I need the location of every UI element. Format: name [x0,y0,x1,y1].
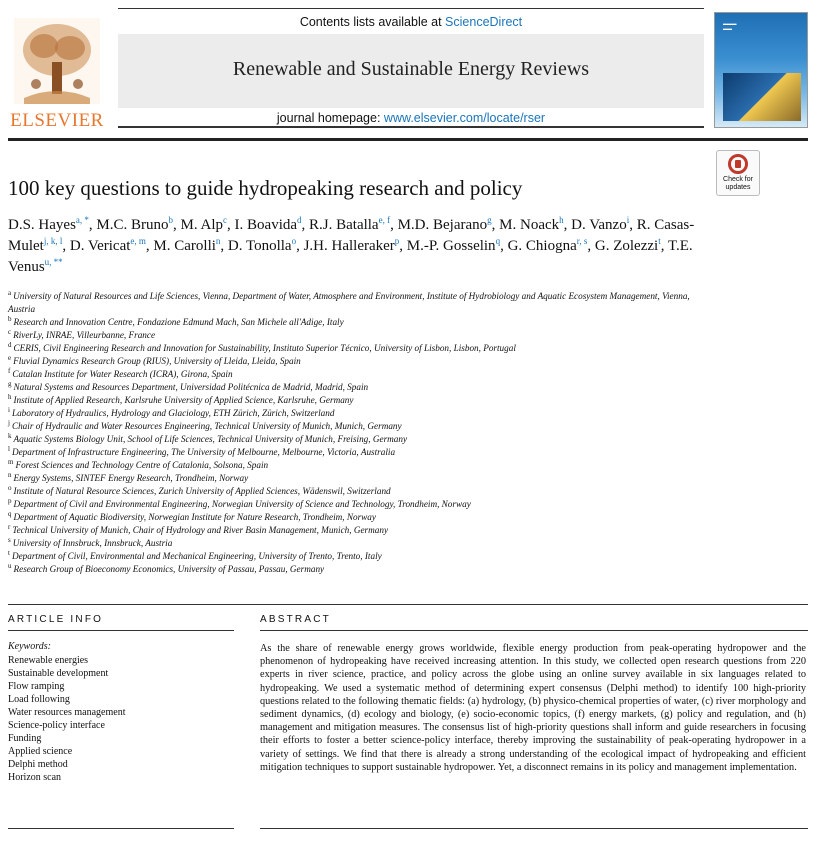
affiliation-text: Department of Aquatic Biodiversity, Norwegian Institute for Nature Research, Trondheim, Norway [13,512,376,522]
affiliation-marker: a [8,288,12,297]
author-name[interactable] [309,217,390,233]
author-name-text: T.E. Venus [8,238,693,275]
affiliation-marker: h [8,392,12,401]
author-name-text: D.S. Hayes [8,217,76,233]
affiliation-item [8,433,698,446]
author-name[interactable] [8,217,89,233]
publisher-name: ELSEVIER [10,110,104,131]
author-name-text: G. Zolezzi [594,238,659,254]
header-divider [8,138,808,141]
journal-cover-thumbnail[interactable] [714,12,808,128]
affiliation-text: Catalan Institute for Water Research (ICRA), Girona, Spain [12,369,233,379]
author-name-text: R.J. Batalla [309,217,379,233]
affiliation-item [8,446,698,459]
author-affiliation-marker[interactable]: o [291,236,297,246]
author-affiliation-marker[interactable]: e, f [378,215,391,225]
affiliation-marker: u [8,561,12,570]
affiliation-item [8,563,698,576]
journal-title[interactable]: Renewable and Sustainable Energy Reviews [232,58,590,80]
author-name[interactable] [398,217,492,233]
affiliation-item [8,329,698,342]
affiliation-text: CERIS, Civil Engineering Research and Innovation for Sustainability, Instituto Superior Técnico, University of Lisbon, Lisbon, Portugal [13,343,516,353]
keyword-item: Horizon scan [8,772,62,783]
affiliation-item [8,394,698,407]
author-name[interactable] [595,238,661,254]
author-name[interactable] [235,217,302,233]
author-name[interactable] [499,217,564,233]
affiliation-text: Energy Systems, SINTEF Energy Research, Trondheim, Norway [13,473,249,483]
affiliation-item [8,550,698,563]
article-info-rule [8,630,234,631]
keyword-item: Applied science [8,746,73,757]
affiliation-item [8,498,698,511]
author-name-text: M.D. Bejarano [397,217,488,233]
section-divider [8,604,808,605]
affiliation-text: Department of Infrastructure Engineering, The University of Melbourne, Melbourne, Victoria, Australia [11,447,396,457]
author-name-text: G. Chiogna [507,238,577,254]
article-info-heading: ARTICLE INFO [8,614,104,625]
affiliation-marker: m [8,457,14,466]
affiliation-text: Research Group of Bioeconomy Economics, University of Passau, Passau, Germany [13,564,325,574]
affiliation-marker: n [8,470,12,479]
author-name-text: D. Vericat [69,238,131,254]
affiliation-marker: t [8,548,10,557]
author-affiliation-marker[interactable]: h [559,215,564,225]
affiliation-marker: c [8,327,12,336]
author-affiliation-marker[interactable]: n [215,236,221,246]
affiliation-item [8,459,698,472]
affiliation-marker: g [8,379,12,388]
author-name-text: I. Boavida [234,217,298,233]
affiliation-marker: p [8,496,12,505]
author-name[interactable] [70,238,146,254]
affiliation-marker: b [8,314,12,323]
banner-rule [118,126,704,128]
author-affiliation-marker[interactable]: r, s [576,236,588,246]
abstract-text: As the share of renewable energy grows worldwide, flexible energy production from peak-operating hydropower and the phenomenon of hydropeaking have received increasing attention. In this study, we collected open research questions from 220 experts in river science, practice, and policy across the globe using an online survey available in six languages related to hydropeaking. We used a systematic method of determining expert consensus (Delphi method) to identify 100 high-priority questions related to the following thematic fields: (a) hydrology, (b) physico-chemical properties of water, (c) river morphology and sediment dynamics, (d) ecology and biology, (e) socio-economic topics, (f) energy markets, (g) policy and regulation, and (h) management and mitigation measures. The consensus list of high-priority questions shall inform and guide researchers in focusing their efforts to foster a better science-policy interface, thereby improving the sustainability of peak-operating hydropower in a variety of settings. We find that there is already a strong understanding of the ecological impact of hydropeaking and efficient mitigation techniques to support sustainable hydropower. Yet, a disconnect remains in its policy and management implementation. [260,643,806,773]
abstract-bottom-rule [260,828,808,829]
affiliation-item [8,342,698,355]
affiliation-text: Chair of Hydraulic and Water Resources Engineering, Technical University of Munich, Munich, Germany [11,421,402,431]
check-updates-button[interactable] [716,150,760,196]
affiliation-marker: j [8,418,10,427]
affiliation-item [8,472,698,485]
affiliation-marker: q [8,509,12,518]
affiliation-marker: e [8,353,12,362]
keywords-list [8,654,125,784]
author-name-text: M.C. Bruno [96,217,169,233]
keyword-item: Renewable energies [8,655,89,666]
article-title: 100 key questions to guide hydropeaking research and policy [8,176,523,200]
affiliation-item [8,355,698,368]
keyword-item: Load following [8,694,70,705]
cover-decoration: ▬▬▬ ▬▬ [723,21,737,32]
author-affiliation-marker[interactable]: d [297,215,302,225]
author-name-text: D. Vanzo [571,217,627,233]
affiliation-marker: k [8,431,12,440]
affiliation-text: Aquatic Systems Biology Unit, School of Life Sciences, Technical University of Munich, Freising, Germany [13,434,408,444]
author-list: D.S. Hayes$^{a, *}$, M.C. Bruno$^b$, M. Alp$^c$, I. Boavida$^d$, R.J. Batalla$^{e, f}$, M.D. Bejarano$^g$, M. Noack$^h$, D. Vanzo$^i$, R. Casas-Mulet$^{j, k, l}$, D. Vericat$^{e, m}$, M. Carolli$^n$, D. Tonolla$^o$, J.H. Halleraker$^p$, M.-P. Gosselin$^q$, G. Chiogna$^{r, s}$, G. Zolezzi$^t$, T.E. Venus$^{u, **}$ [8,215,695,275]
affiliation-text: Department of Civil, Environmental and Mechanical Engineering, University of Trento, Trento, Italy [11,551,382,561]
affiliation-item [8,290,698,316]
article-info-bottom-rule [8,828,234,829]
keyword-item: Water resources management [8,707,126,718]
author-name-text: R. Casas-Mulet [8,217,695,254]
affiliation-item [8,511,698,524]
affiliation-text: University of Innsbruck, Innsbruck, Austria [12,538,173,548]
contents-prefix: Contents lists available at [299,15,446,29]
keyword-item: Delphi method [8,759,68,770]
elsevier-logo[interactable] [8,18,106,131]
affiliation-item [8,420,698,433]
keyword-item: Sustainable development [8,668,109,679]
check-updates-icon [728,154,748,174]
author-affiliation-marker[interactable]: u, ** [44,257,63,267]
affiliation-text: Department of Civil and Environmental Engineering, Norwegian University of Science and Technology, Trondheim, Norway [13,499,471,509]
cover-image [723,73,801,121]
author-name[interactable] [407,238,500,254]
affiliation-marker: f [8,366,11,375]
affiliation-marker: o [8,483,12,492]
affiliation-item [8,407,698,420]
author-name-text: M. Alp [180,217,224,233]
check-updates-label: Check for updates [723,176,753,191]
journal-header [8,8,808,131]
homepage-prefix: journal homepage: [276,111,384,125]
author-affiliation-marker[interactable]: b [168,215,174,225]
affiliation-text: University of Natural Resources and Life Sciences, Vienna, Department of Water, Atmosphere and Environment, Institute of Hydrobiology and Aquatic Ecosystem Management, Vienna, Austria [8,291,690,314]
author-name[interactable] [181,217,228,233]
keyword-item: Science-policy interface [8,720,105,731]
affiliation-text: Research and Innovation Centre, Fondazione Edmund Mach, San Michele all'Adige, Italy [13,317,344,327]
abstract-heading: ABSTRACT [260,614,331,625]
author-name-text: M. Carolli [153,238,216,254]
journal-title-box [118,34,704,108]
author-affiliation-marker[interactable]: p [394,236,400,246]
author-affiliation-marker[interactable]: i [626,215,630,225]
affiliation-list [8,290,698,576]
author-name-text: D. Tonolla [227,238,292,254]
affiliation-text: Fluvial Dynamics Research Group (RIUS), University of Lleida, Lleida, Spain [13,356,301,366]
affiliation-text: Institute of Applied Research, Karlsruhe University of Applied Science, Karlsruhe, Germany [13,395,354,405]
homepage-link[interactable]: www.elsevier.com/locate/rser [383,111,546,125]
affiliation-text: RiverLy, INRAE, Villeurbanne, France [13,330,156,340]
affiliation-item [8,368,698,381]
elsevier-tree-icon [14,18,100,104]
homepage-line [118,108,704,125]
affiliation-marker: s [8,535,11,544]
affiliation-marker: d [8,340,12,349]
author-affiliation-marker[interactable]: g [487,215,492,225]
affiliation-text: Institute of Natural Resource Sciences, Zurich University of Applied Sciences, Wädenswil, Switzerland [13,486,391,496]
author-name-text: M. Noack [499,217,560,233]
author-affiliation-marker[interactable]: c [223,215,228,225]
author-affiliation-marker[interactable]: j, k, l [43,236,63,246]
author-name[interactable] [571,217,629,233]
author-affiliation-marker[interactable]: q [495,236,501,246]
affiliation-item [8,316,698,329]
author-name[interactable] [304,238,400,254]
keyword-item: Flow ramping [8,681,65,692]
affiliation-item [8,381,698,394]
author-name-text: M.-P. Gosselin [406,238,496,254]
author-name[interactable] [96,217,173,233]
affiliation-marker: l [8,444,10,453]
author-affiliation-marker[interactable]: e, m [130,236,146,246]
author-name-text: J.H. Halleraker [303,238,395,254]
affiliation-text: Laboratory of Hydraulics, Hydrology and Glaciology, ETH Zürich, Zürich, Switzerland [11,408,335,418]
sciencedirect-link[interactable]: ScienceDirect [445,15,523,29]
author-name[interactable] [228,238,296,254]
author-name[interactable] [153,238,220,254]
affiliation-marker: r [8,522,11,531]
author-name[interactable] [508,238,588,254]
affiliation-text: Natural Systems and Resources Department, Universidad Politécnica de Madrid, Madrid, Spain [13,382,369,392]
abstract-rule [260,630,808,631]
journal-banner [118,8,704,126]
affiliation-item [8,537,698,550]
affiliation-item [8,485,698,498]
affiliation-marker: i [8,405,10,414]
author-affiliation-marker[interactable]: a, * [75,215,89,225]
affiliation-text: Technical University of Munich, Chair of Hydrology and River Basin Management, Munich, Germany [12,525,389,535]
author-affiliation-marker[interactable]: t [658,236,661,246]
contents-line [118,8,704,34]
keyword-item: Funding [8,733,42,744]
affiliation-item [8,524,698,537]
keywords-label: Keywords: [8,641,51,652]
affiliation-text: Forest Sciences and Technology Centre of Catalonia, Solsona, Spain [15,460,269,470]
